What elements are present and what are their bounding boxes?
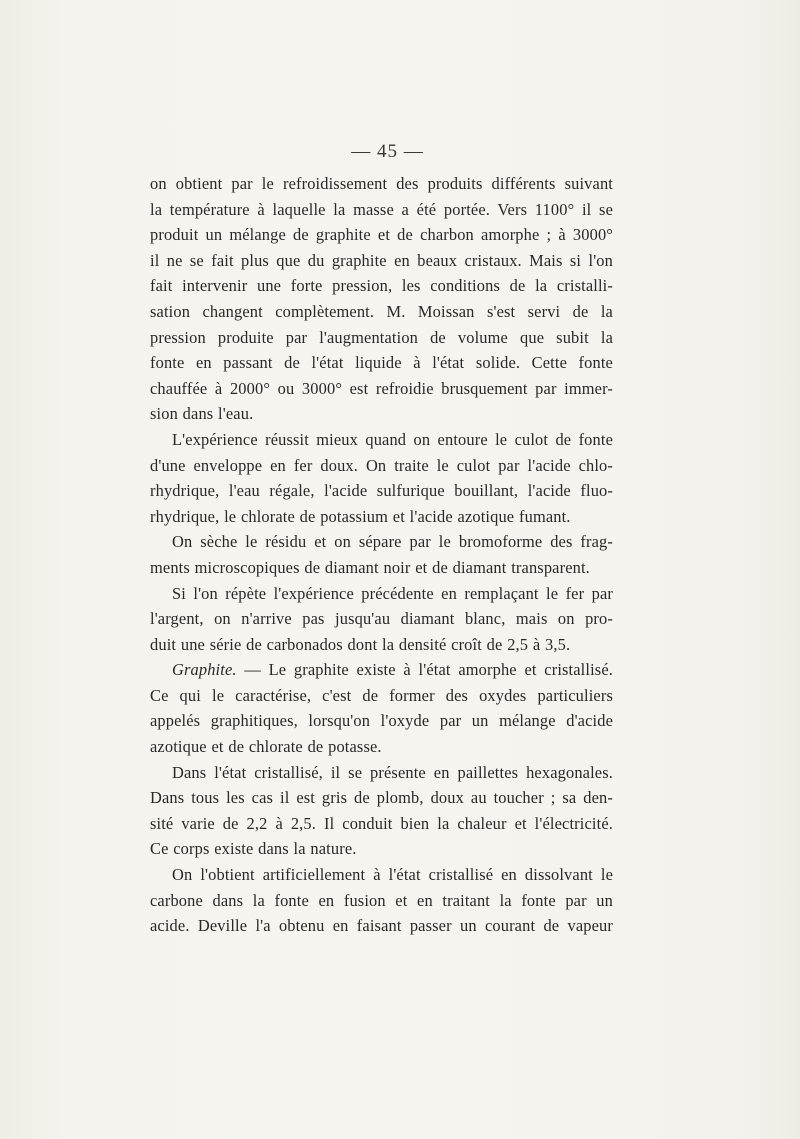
page-number: — 45 — bbox=[351, 141, 424, 162]
text-line: fonte en passant de l'état liquide à l'état solide. Cette fonte bbox=[150, 353, 613, 373]
text-line: appelés graphitiques, lorsqu'on l'oxyde par un mélange d'acide bbox=[150, 711, 613, 731]
text-line: on obtient par le refroidissement des produits différents suivant bbox=[150, 174, 613, 193]
text-line: ments microscopiques de diamant noir et de diamant transparent. bbox=[150, 557, 590, 577]
text-line: duit une série de carbonados dont la densité croît de 2,5 à 3,5. bbox=[150, 634, 571, 654]
text-line: la température à laquelle la masse a été portée. Vers 1100° il se bbox=[150, 199, 613, 219]
section-heading-graphite: Graphite. bbox=[172, 660, 237, 680]
text-line: acide. Deville l'a obtenu en faisant passer un courant de vapeur bbox=[150, 916, 613, 936]
text-line: L'expérience réussit mieux quand on entoure le culot de fonte bbox=[172, 429, 613, 449]
body-text bbox=[150, 171, 613, 939]
text-line-rest: — Le graphite existe à l'état amorphe et cristallisé. bbox=[236, 660, 613, 680]
text-line: Ce qui le caractérise, c'est de former des oxydes particuliers bbox=[150, 685, 613, 705]
text-line: azotique et de chlorate de potasse. bbox=[150, 737, 382, 757]
text-line: fait intervenir une forte pression, les conditions de la cristalli- bbox=[150, 276, 613, 296]
text-line: sité varie de 2,2 à 2,5. Il conduit bien la chaleur et l'électricité. bbox=[150, 813, 613, 833]
text-line: rhydrique, le chlorate de potassium et l'acide azotique fumant. bbox=[150, 506, 571, 526]
text-line: il ne se fait plus que du graphite en beaux cristaux. Mais si l'on bbox=[150, 250, 613, 270]
text-line: sion dans l'eau. bbox=[150, 404, 254, 424]
text-line: l'argent, on n'arrive pas jusqu'au diamant blanc, mais on pro- bbox=[150, 609, 613, 629]
text-line: sation changent complètement. M. Moissan s'est servi de la bbox=[150, 301, 613, 321]
text-line: rhydrique, l'eau régale, l'acide sulfurique bouillant, l'acide fluo- bbox=[150, 481, 613, 501]
text-line: chauffée à 2000° ou 3000° est refroidie brusquement par immer- bbox=[150, 378, 613, 398]
text-line: Dans tous les cas il est gris de plomb, doux au toucher ; sa den- bbox=[150, 788, 613, 808]
text-line: carbone dans la fonte en fusion et en traitant la fonte par un bbox=[150, 890, 613, 910]
text-line: produit un mélange de graphite et de charbon amorphe ; à 3000° bbox=[150, 225, 613, 245]
text-line: Si l'on répète l'expérience précédente en remplaçant le fer par bbox=[172, 583, 613, 603]
text-line: Dans l'état cristallisé, il se présente en paillettes hexagonales. bbox=[172, 762, 613, 782]
text-line bbox=[150, 657, 613, 683]
text-line: On sèche le résidu et on sépare par le bromoforme des frag- bbox=[172, 532, 613, 552]
text-line: On l'obtient artificiellement à l'état cristallisé en dissolvant le bbox=[172, 865, 613, 885]
text-line: pression produite par l'augmentation de volume que subit la bbox=[150, 327, 613, 347]
text-line: d'une enveloppe en fer doux. On traite le culot par l'acide chlo- bbox=[150, 455, 613, 475]
text-line: Ce corps existe dans la nature. bbox=[150, 839, 357, 859]
